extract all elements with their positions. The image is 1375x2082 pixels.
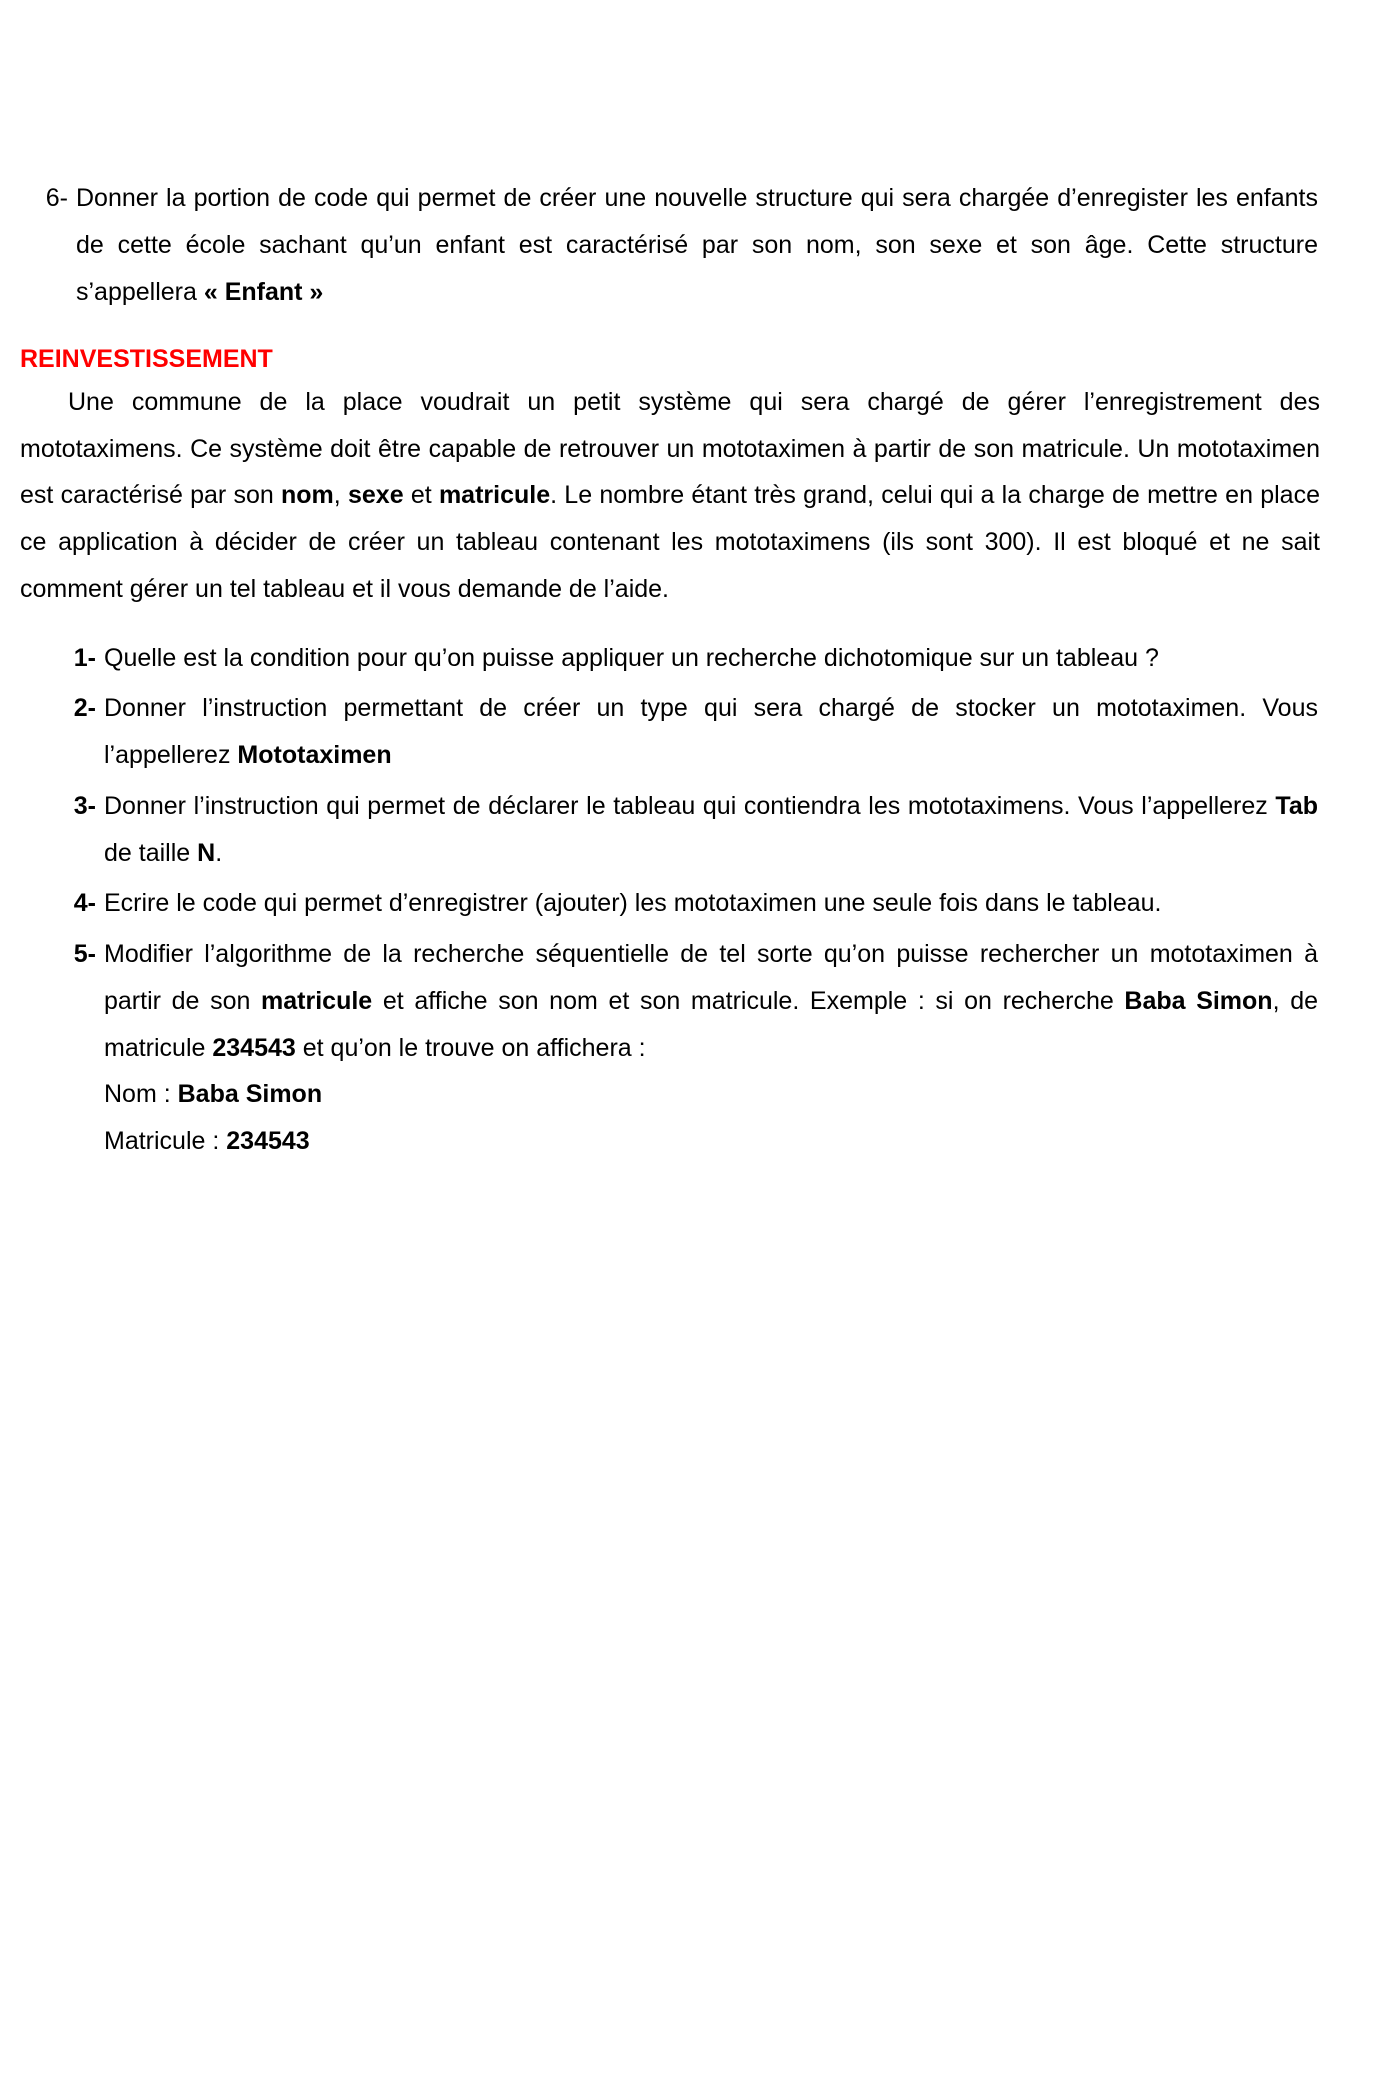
question-6-text: Donner la portion de code qui permet de créer une nouvelle structure qui sera chargée d’enregister les enfants de cette école sachant qu’un enfant est caractérisé par son nom, son sexe et son âge. Cette structure s’appellera <box>76 184 1318 306</box>
example-matricule-value: 234543 <box>226 1127 310 1155</box>
question-text <box>104 931 1340 1165</box>
question-item-2 <box>20 685 1340 779</box>
question-item-4 <box>20 880 1340 927</box>
question-5-bold-number: 234543 <box>212 1033 296 1062</box>
example-nom-value: Baba Simon <box>177 1080 323 1109</box>
question-number: 3- <box>73 791 96 820</box>
question-text: Quelle est la condition pour qu’on puisse appliquer un recherche dichotomique sur un tableau ? <box>104 643 1159 672</box>
question-6-bold: « Enfant » <box>203 277 324 306</box>
question-5-bold-matricule: matricule <box>261 986 373 1015</box>
example-line-matricule <box>104 1118 1318 1165</box>
intro-text-2: , <box>333 481 348 510</box>
question-3-bold-n: N <box>197 838 216 867</box>
example-matricule-label: Matricule : <box>104 1127 227 1155</box>
question-5-text-3: , de matricule <box>104 986 1318 1062</box>
question-number: 5- <box>73 940 96 968</box>
example-line-nom <box>104 1071 1318 1118</box>
intro-bold-nom: nom <box>281 481 334 510</box>
question-3-text-2: de taille <box>104 838 198 867</box>
intro-bold-sexe: sexe <box>347 481 404 510</box>
question-item-1 <box>20 635 1340 682</box>
question-text <box>104 783 1340 877</box>
question-3-bold-tab: Tab <box>1275 791 1318 820</box>
intro-text-3: et <box>403 481 439 510</box>
document-content <box>20 175 1340 1169</box>
question-item-3 <box>20 783 1340 877</box>
question-5-bold-name: Baba Simon <box>1124 986 1273 1015</box>
question-text: Ecrire le code qui permet d’enregistrer (ajouter) les mototaximen une seule fois dans le tableau. <box>104 889 1162 918</box>
intro-text-4: . Le nombre étant très grand, celui qui a la charge de mettre en place ce application à décider de créer un tableau contenant les mototaximens (ils sont 300). Il est bloqué et ne sait comment gérer un tel tableau et il vous demande de l’aide. <box>20 481 1320 603</box>
question-5-text-2: et affiche son nom et son matricule. Exemple : si on recherche <box>372 986 1125 1015</box>
questions-list <box>20 635 1340 1165</box>
question-number: 4- <box>73 889 96 918</box>
question-5-text-1: Modifier l’algorithme de la recherche séquentielle de tel sorte qu’on puisse rechercher un mototaximen à partir de son <box>104 940 1318 1015</box>
question-text <box>104 685 1340 779</box>
question-3-text-3: . <box>215 838 223 867</box>
intro-bold-matricule: matricule <box>438 481 551 510</box>
question-item-5 <box>20 931 1340 1165</box>
question-item-6 <box>20 175 1340 315</box>
question-text <box>76 175 1340 315</box>
question-number: 1- <box>73 643 96 672</box>
question-number: 2- <box>73 694 96 723</box>
question-3-text-1: Donner l’instruction qui permet de déclarer le tableau qui contiendra les mototaximens. Vous l’appellerez <box>104 791 1276 820</box>
question-2-bold: Mototaximen <box>237 741 392 769</box>
question-2-text: Donner l’instruction permettant de créer un type qui sera chargé de stocker un mototaximen. Vous l’appellerez <box>104 694 1318 769</box>
question-5-text-4: et qu’on le trouve on affichera : <box>295 1033 646 1062</box>
intro-text-1: Une commune de la place voudrait un petit système qui sera chargé de gérer l’enregistrement des mototaximens. Ce système doit être capable de retrouver un mototaximen à partir de son matricule. Un mototaximen est caractérisé par son <box>20 387 1320 510</box>
question-number: 6- <box>45 184 68 212</box>
section-heading: REINVESTISSEMENT <box>20 345 273 374</box>
example-nom-label: Nom : <box>104 1080 178 1109</box>
intro-paragraph <box>20 379 1340 613</box>
